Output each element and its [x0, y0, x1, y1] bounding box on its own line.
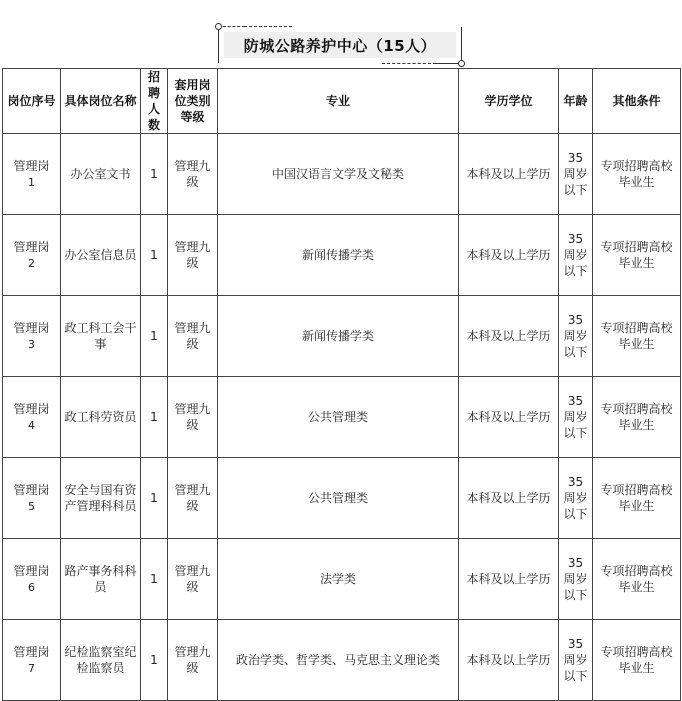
- cell-id: [3, 458, 61, 539]
- table-row: [3, 134, 681, 215]
- cell-other: 专项招聘高校毕业生: [593, 296, 681, 377]
- age-text: 周岁以下: [563, 572, 588, 602]
- cell-age: [559, 620, 593, 701]
- cell-grade: 管理九级: [168, 296, 218, 377]
- age-number: 35: [567, 475, 584, 489]
- id-number: 4: [28, 418, 35, 432]
- frame-handle-bottom-right: [458, 60, 465, 67]
- frame-dash-bottom: [382, 63, 436, 64]
- cell-id: [3, 620, 61, 701]
- cell-name: 安全与国有资产管理科科员: [61, 458, 141, 539]
- cell-id: [3, 377, 61, 458]
- age-number: 35: [567, 394, 584, 408]
- age-number: 35: [567, 556, 584, 570]
- cell-name: 政工科劳资员: [61, 377, 141, 458]
- cell-major: 新闻传播学类: [218, 296, 459, 377]
- header-major: 专业: [218, 69, 459, 134]
- age-number: 35: [567, 232, 584, 246]
- header-other: 其他条件: [593, 69, 681, 134]
- cell-name: 路产事务科科员: [61, 539, 141, 620]
- cell-major: 法学类: [218, 539, 459, 620]
- cell-id: [3, 134, 61, 215]
- age-text: 周岁以下: [563, 248, 588, 278]
- table-row: [3, 215, 681, 296]
- cell-count: 1: [141, 134, 168, 215]
- cell-age: [559, 539, 593, 620]
- cell-id: [3, 539, 61, 620]
- table-row: [3, 296, 681, 377]
- cell-grade: 管理九级: [168, 377, 218, 458]
- id-prefix: 管理岗: [13, 401, 50, 416]
- page-title: 防城公路养护中心（15人）: [224, 32, 456, 58]
- table-header-row: [3, 69, 681, 134]
- cell-other: 专项招聘高校毕业生: [593, 620, 681, 701]
- header-age: 年龄: [559, 69, 593, 134]
- cell-age: [559, 215, 593, 296]
- cell-id: [3, 215, 61, 296]
- id-prefix: 管理岗: [13, 482, 50, 497]
- id-prefix: 管理岗: [13, 563, 50, 578]
- cell-major: 公共管理类: [218, 458, 459, 539]
- id-number: 6: [28, 580, 35, 594]
- cell-grade: 管理九级: [168, 539, 218, 620]
- cell-education: 本科及以上学历: [459, 377, 559, 458]
- cell-major: 中国汉语言文学及文秘类: [218, 134, 459, 215]
- table-row: [3, 458, 681, 539]
- recruitment-table: [2, 68, 681, 701]
- cell-id: [3, 296, 61, 377]
- frame-dash-top: [244, 26, 292, 27]
- age-text: 周岁以下: [563, 167, 588, 197]
- header-name: 具体岗位名称: [61, 69, 141, 134]
- age-number: 35: [567, 151, 584, 165]
- cell-count: 1: [141, 458, 168, 539]
- cell-name: 办公室信息员: [61, 215, 141, 296]
- cell-education: 本科及以上学历: [459, 458, 559, 539]
- cell-grade: 管理九级: [168, 458, 218, 539]
- cell-count: 1: [141, 620, 168, 701]
- age-text: 周岁以下: [563, 653, 588, 683]
- cell-count: 1: [141, 215, 168, 296]
- title-frame: [218, 26, 462, 64]
- cell-name: 政工科工会干事: [61, 296, 141, 377]
- cell-grade: 管理九级: [168, 620, 218, 701]
- cell-age: [559, 458, 593, 539]
- table-row: [3, 620, 681, 701]
- cell-age: [559, 296, 593, 377]
- age-text: 周岁以下: [563, 329, 588, 359]
- cell-education: 本科及以上学历: [459, 134, 559, 215]
- age-number: 35: [567, 637, 584, 651]
- cell-education: 本科及以上学历: [459, 539, 559, 620]
- cell-other: 专项招聘高校毕业生: [593, 215, 681, 296]
- age-number: 35: [567, 313, 584, 327]
- cell-count: 1: [141, 296, 168, 377]
- cell-count: 1: [141, 539, 168, 620]
- cell-major: 新闻传播学类: [218, 215, 459, 296]
- cell-education: 本科及以上学历: [459, 215, 559, 296]
- id-prefix: 管理岗: [13, 239, 50, 254]
- age-text: 周岁以下: [563, 491, 588, 521]
- cell-grade: 管理九级: [168, 134, 218, 215]
- cell-major: 公共管理类: [218, 377, 459, 458]
- header-grade: 套用岗位类别等级: [168, 69, 218, 134]
- cell-other: 专项招聘高校毕业生: [593, 134, 681, 215]
- cell-age: [559, 377, 593, 458]
- id-prefix: 管理岗: [13, 644, 50, 659]
- frame-handle-top-left: [215, 23, 222, 30]
- table-row: [3, 377, 681, 458]
- id-number: 7: [28, 661, 35, 675]
- id-number: 1: [28, 175, 35, 189]
- header-education: 学历学位: [459, 69, 559, 134]
- header-id: 岗位序号: [3, 69, 61, 134]
- cell-other: 专项招聘高校毕业生: [593, 377, 681, 458]
- cell-name: 办公室文书: [61, 134, 141, 215]
- cell-name: 纪检监察室纪检监察员: [61, 620, 141, 701]
- id-number: 5: [28, 499, 35, 513]
- cell-other: 专项招聘高校毕业生: [593, 539, 681, 620]
- age-text: 周岁以下: [563, 410, 588, 440]
- cell-age: [559, 134, 593, 215]
- cell-education: 本科及以上学历: [459, 620, 559, 701]
- cell-other: 专项招聘高校毕业生: [593, 458, 681, 539]
- cell-education: 本科及以上学历: [459, 296, 559, 377]
- id-prefix: 管理岗: [13, 158, 50, 173]
- table-row: [3, 539, 681, 620]
- id-prefix: 管理岗: [13, 320, 50, 335]
- id-number: 2: [28, 256, 35, 270]
- header-count: 招聘人数: [141, 69, 168, 134]
- id-number: 3: [28, 337, 35, 351]
- cell-major: 政治学类、哲学类、马克思主义理论类: [218, 620, 459, 701]
- cell-count: 1: [141, 377, 168, 458]
- cell-grade: 管理九级: [168, 215, 218, 296]
